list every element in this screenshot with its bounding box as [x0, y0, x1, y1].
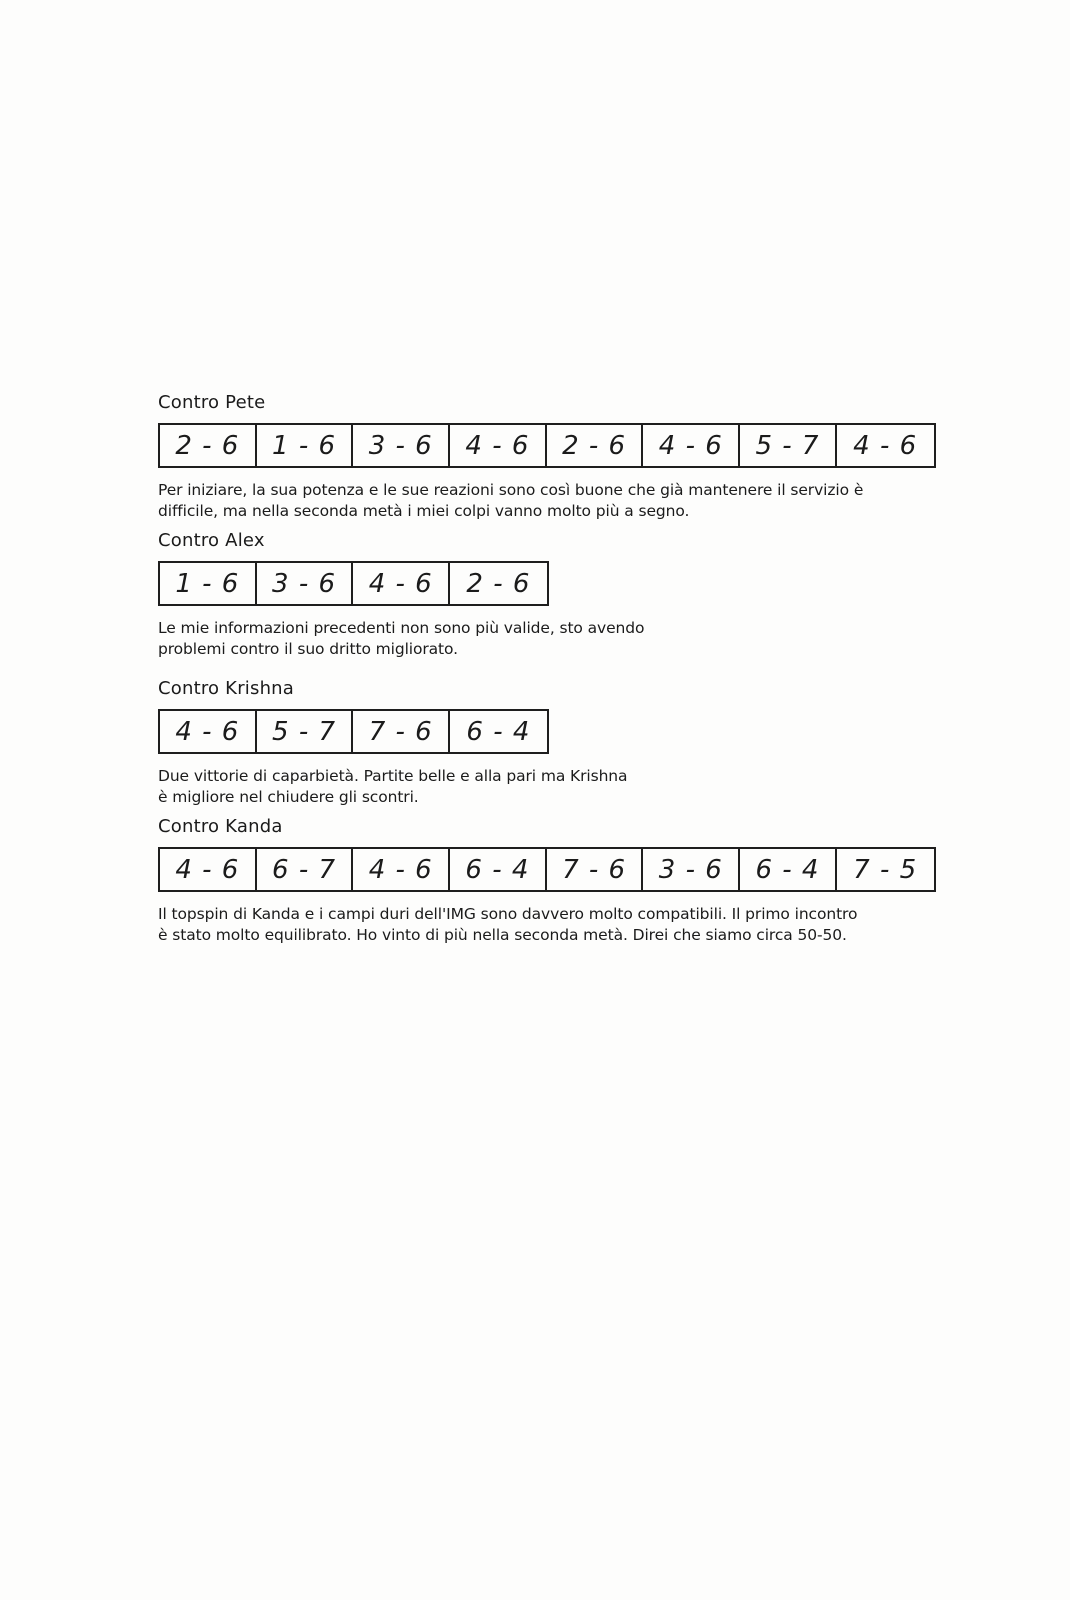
score-cell: 7 - 6	[547, 849, 644, 890]
note-line: è migliore nel chiudere gli scontri.	[158, 788, 419, 806]
match-note	[158, 766, 1058, 808]
score-cell: 4 - 6	[353, 849, 450, 890]
note-line: difficile, ma nella seconda metà i miei colpi vanno molto più a segno.	[158, 502, 690, 520]
score-cell: 6 - 4	[740, 849, 837, 890]
score-cell: 3 - 6	[257, 563, 354, 604]
score-cell: 1 - 6	[257, 425, 354, 466]
match-note	[158, 904, 1058, 946]
score-cell: 6 - 4	[466, 716, 531, 747]
score-table	[158, 561, 549, 606]
section-title: Contro Krishna	[158, 678, 295, 699]
score-cell: 4 - 6	[853, 430, 918, 461]
score-cell: 4 - 6	[353, 563, 450, 604]
match-note	[158, 480, 1058, 522]
note-line: problemi contro il suo dritto migliorato.	[158, 640, 458, 658]
score-cell: 3 - 6	[353, 425, 450, 466]
match-section-krishna	[158, 678, 1058, 808]
note-line: Due vittorie di caparbietà. Partite belle e alla pari ma Krishna	[158, 767, 628, 785]
section-title: Contro Pete	[158, 392, 266, 413]
score-cell: 6 - 7	[257, 849, 354, 890]
score-cell: 7 - 6	[353, 711, 450, 752]
note-line: Per iniziare, la sua potenza e le sue reazioni sono così buone che già mantenere il servizio è	[158, 481, 864, 499]
score-cell: 4 - 6	[160, 849, 257, 890]
score-table	[158, 847, 936, 892]
match-note	[158, 618, 1058, 660]
match-section-kanda	[158, 816, 1058, 946]
score-cell: 7 - 5	[853, 854, 918, 885]
note-line: Il topspin di Kanda e i campi duri dell'IMG sono davvero molto compatibili. Il primo incontro	[158, 905, 858, 923]
score-cell: 2 - 6	[547, 425, 644, 466]
score-table	[158, 423, 936, 468]
score-cell: 5 - 7	[740, 425, 837, 466]
note-line: Le mie informazioni precedenti non sono più valide, sto avendo	[158, 619, 645, 637]
score-cell: 1 - 6	[160, 563, 257, 604]
score-cell: 3 - 6	[643, 849, 740, 890]
score-cell: 6 - 4	[450, 849, 547, 890]
score-cell: 4 - 6	[160, 711, 257, 752]
score-cell: 4 - 6	[450, 425, 547, 466]
score-cell: 5 - 7	[257, 711, 354, 752]
match-section-alex	[158, 530, 1058, 660]
section-title: Contro Alex	[158, 530, 265, 551]
note-line: è stato molto equilibrato. Ho vinto di più nella seconda metà. Direi che siamo circa 50-50.	[158, 926, 847, 944]
score-table	[158, 709, 549, 754]
match-section-pete	[158, 392, 1058, 522]
score-cell: 2 - 6	[160, 425, 257, 466]
score-cell: 2 - 6	[466, 568, 531, 599]
score-cell: 4 - 6	[643, 425, 740, 466]
section-title: Contro Kanda	[158, 816, 283, 837]
